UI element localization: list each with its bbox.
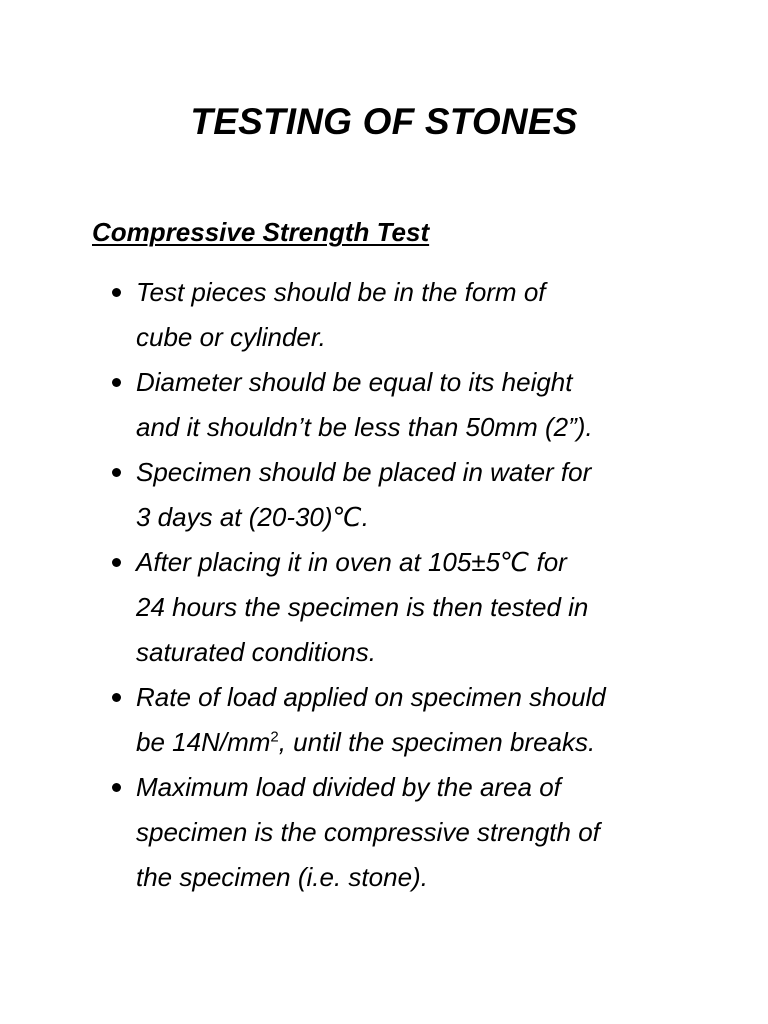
bullet-icon [112, 378, 121, 387]
bullet-text-line: specimen is the compressive strength of [136, 817, 600, 847]
bullet-text-line: Diameter should be equal to its height [136, 367, 573, 397]
bullet-text-line: and it shouldn’t be less than 50mm (2”). [136, 412, 593, 442]
bullet-text-segment: , until the specimen breaks. [278, 727, 596, 757]
bullet-item [108, 270, 688, 360]
bullet-icon [112, 783, 121, 792]
bullet-item [108, 360, 688, 450]
bullet-icon [112, 558, 121, 567]
bullet-text-line: saturated conditions. [136, 637, 376, 667]
bullet-icon [112, 693, 121, 702]
bullet-text-line: Specimen should be placed in water for [136, 457, 592, 487]
bullet-item [108, 765, 688, 900]
bullet-text-line: 3 days at (20-30)℃. [136, 502, 369, 532]
bullet-icon [112, 468, 121, 477]
bullet-list [108, 270, 688, 900]
page-title: TESTING OF STONES [190, 101, 578, 142]
section-heading: Compressive Strength Test [92, 217, 430, 247]
bullet-text-line: Maximum load divided by the area of [136, 772, 561, 802]
bullet-item [108, 675, 688, 765]
bullet-text-line: cube or cylinder. [136, 322, 326, 352]
bullet-text-line: Test pieces should be in the form of [136, 277, 546, 307]
bullet-item [108, 540, 688, 675]
bullet-text-line: the specimen (i.e. stone). [136, 862, 428, 892]
bullet-item [108, 450, 688, 540]
bullet-text-line-with-superscript [136, 720, 688, 765]
bullet-text-line: Rate of load applied on specimen should [136, 682, 606, 712]
bullet-icon [112, 288, 121, 297]
superscript: 2 [270, 728, 279, 746]
bullet-text-line: After placing it in oven at 105±5℃ for [136, 547, 567, 577]
bullet-text-line: 24 hours the specimen is then tested in [136, 592, 589, 622]
bullet-text-segment: be 14N/mm [136, 727, 271, 757]
